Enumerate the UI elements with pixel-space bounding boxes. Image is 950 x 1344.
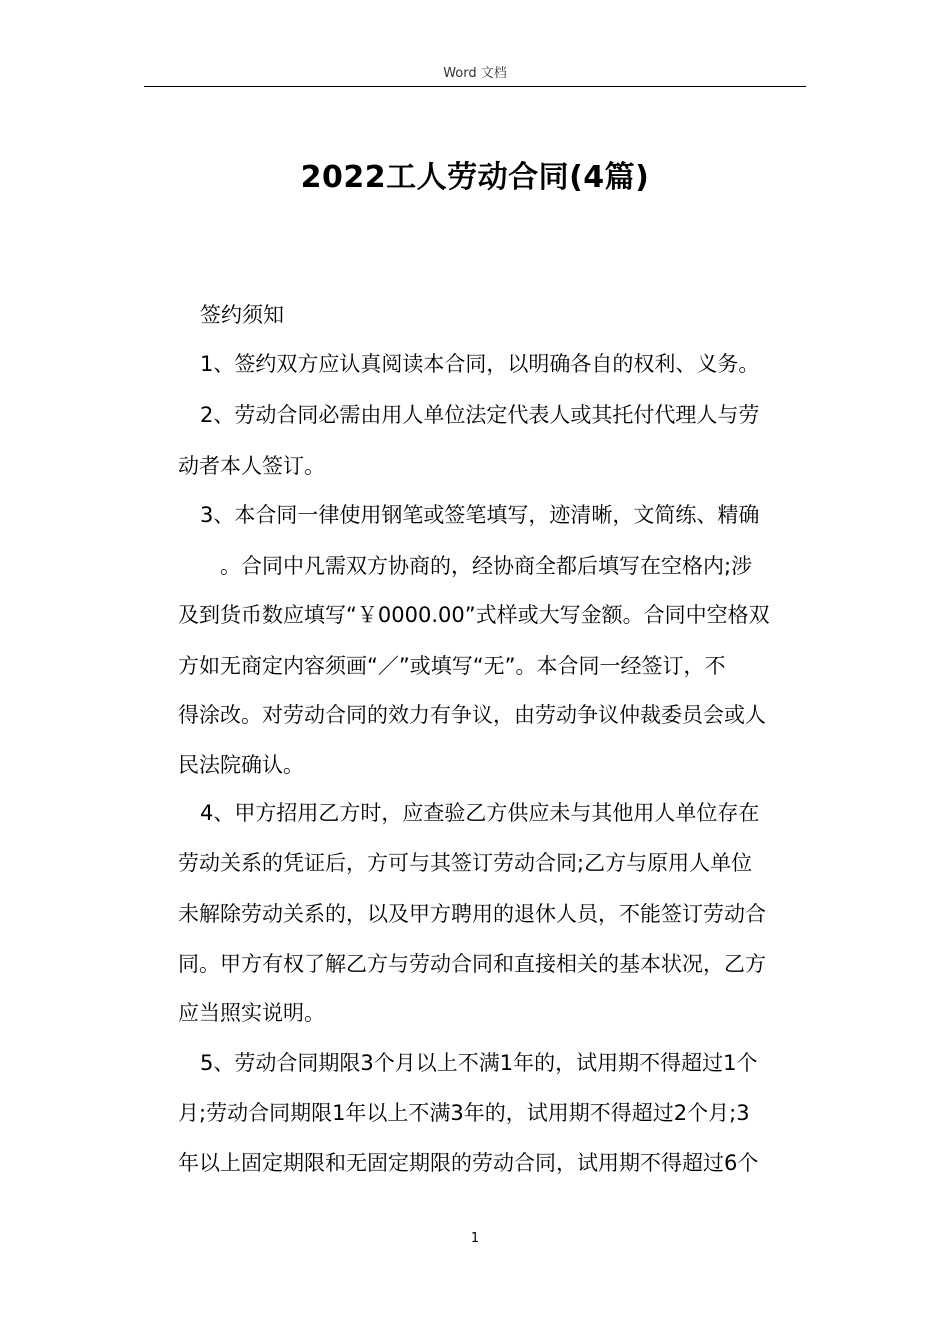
paragraph-line: 动者本人签订。 bbox=[178, 454, 325, 478]
paragraph-line: 月;劳动合同期限1年以上不满3年的，试用期不得超过2个月;3 bbox=[178, 1101, 750, 1125]
paragraph-line: 签约须知 bbox=[200, 303, 284, 327]
paragraph-line: 4、甲方招用乙方时，应查验乙方供应未与其他用人单位存在 bbox=[200, 801, 760, 825]
paragraph-line: 。合同中凡需双方协商的，经协商全都后填写在空格内;涉 bbox=[220, 554, 753, 578]
paragraph-line: 未解除劳动关系的，以及甲方聘用的退休人员，不能签订劳动合 bbox=[178, 902, 766, 926]
paragraph-line: 应当照实说明。 bbox=[178, 1001, 325, 1025]
paragraph-line: 年以上固定期限和无固定期限的劳动合同，试用期不得超过6个 bbox=[178, 1151, 759, 1175]
paragraph-line: 得涂改。对劳动合同的效力有争议，由劳动争议仲裁委员会或人 bbox=[178, 703, 766, 727]
paragraph-line: 2、劳动合同必需由用人单位法定代表人或其托付代理人与劳 bbox=[200, 403, 760, 427]
paragraph-line: 及到货币数应填写“￥0000.00”式样或大写金额。合同中空格双 bbox=[178, 603, 770, 627]
paragraph-line: 方如无商定内容须画“／”或填写“无”。本合同一经签订，不 bbox=[178, 654, 726, 678]
paragraph-line: 同。甲方有权了解乙方与劳动合同和直接相关的基本状况，乙方 bbox=[178, 952, 766, 976]
paragraph-line: 民法院确认。 bbox=[178, 753, 304, 777]
page-number: 1 bbox=[470, 1231, 480, 1246]
paragraph-line: 劳动关系的凭证后，方可与其签订劳动合同;乙方与原用人单位 bbox=[178, 851, 753, 875]
paragraph-line: 5、劳动合同期限3个月以上不满1年的，试用期不得超过1个 bbox=[200, 1051, 758, 1075]
document-title: 2022工人劳动合同(4篇) bbox=[300, 160, 650, 195]
paragraph-line: 1、签约双方应认真阅读本合同，以明确各自的权利、义务。 bbox=[200, 352, 760, 376]
header-divider bbox=[144, 86, 806, 87]
paragraph-line: 3、本合同一律使用钢笔或签笔填写，迹清晰，文简练、精确 bbox=[200, 503, 760, 527]
header-label: Word 文档 bbox=[443, 66, 507, 81]
